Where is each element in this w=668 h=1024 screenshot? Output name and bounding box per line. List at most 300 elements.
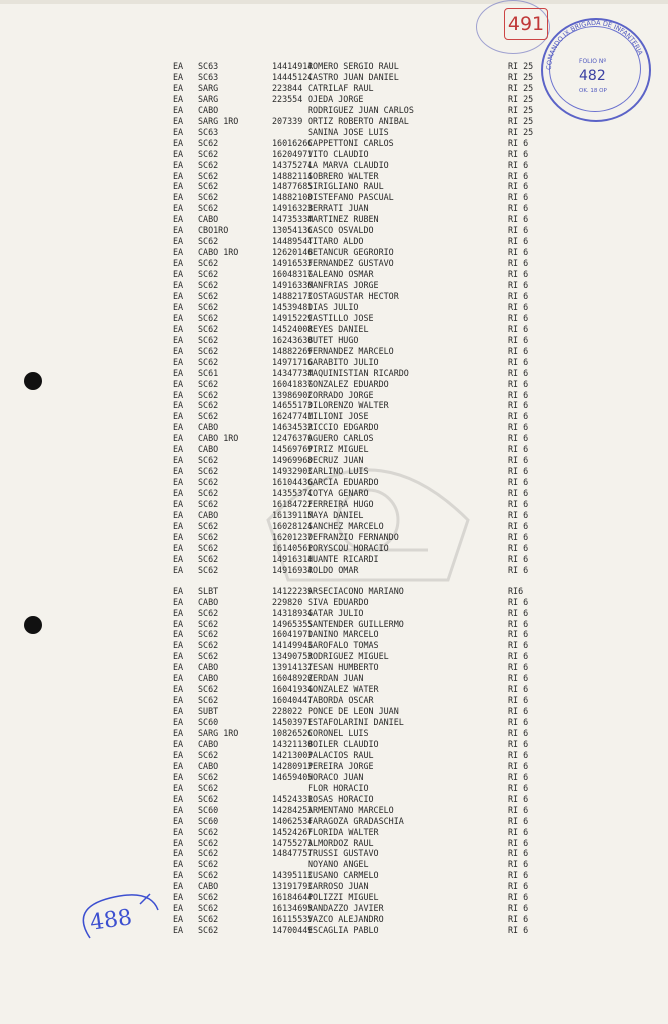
table-row — [0, 640, 668, 651]
id-number: 14965355 — [272, 618, 313, 629]
id-number: 14916323 — [272, 203, 313, 214]
regiment: RI 25 — [508, 82, 534, 93]
folio-date: OK. 18 OP — [579, 88, 607, 94]
regiment: RI 6 — [508, 826, 529, 837]
rank: SC62 — [198, 520, 219, 531]
table-row — [0, 444, 668, 455]
regiment: RI 25 — [508, 104, 534, 115]
regiment: RI 6 — [508, 477, 529, 488]
unit-type: EA — [173, 72, 184, 82]
rank: SC62 — [198, 411, 219, 422]
unit-type: EA — [173, 826, 184, 837]
rank: SARG 1RO — [198, 115, 239, 126]
id-number: 207339 — [272, 115, 303, 126]
unit-type: EA — [173, 499, 184, 509]
table-row — [0, 651, 668, 662]
folio-label: FOLIO Nº — [579, 58, 607, 65]
person-name: BUTET HUGO — [308, 334, 359, 345]
unit-type: EA — [173, 323, 184, 334]
table-row — [0, 94, 668, 105]
rank: SC62 — [198, 771, 219, 782]
regiment: RI 6 — [508, 345, 529, 356]
id-number: 16140561 — [272, 542, 313, 553]
rank: SC62 — [198, 870, 219, 881]
rank: SC62 — [198, 192, 219, 203]
regiment: RI 6 — [508, 782, 529, 793]
unit-type: EA — [173, 804, 184, 815]
table-row — [0, 280, 668, 291]
unit-type: EA — [173, 542, 184, 553]
id-number: 14569769 — [272, 444, 313, 455]
id-number: 14735334 — [272, 214, 313, 225]
id-number: 13191793 — [272, 881, 313, 892]
regiment: RI 6 — [508, 280, 529, 290]
regiment: RI 6 — [508, 378, 529, 389]
regiment: RI 25 — [508, 126, 534, 137]
paper-edge — [0, 0, 668, 4]
id-number: 14321130 — [272, 738, 313, 749]
regiment: RI 6 — [508, 444, 529, 455]
person-name: VITO CLAUDIO — [308, 148, 369, 159]
person-name: POLIZZI MIGUEL — [308, 892, 379, 903]
unit-type: EA — [173, 695, 184, 706]
unit-type: EA — [173, 706, 184, 717]
person-name: RICCIO EDGARDO — [308, 422, 379, 433]
unit-type: EA — [173, 881, 184, 892]
rank: SC62 — [198, 301, 219, 312]
table-row — [0, 149, 668, 160]
person-name: CAPPETTONI CARLOS — [308, 137, 394, 148]
regiment: RI 6 — [508, 925, 529, 936]
table-row — [0, 838, 668, 849]
table-row — [0, 225, 668, 236]
rank: SC62 — [198, 640, 219, 651]
person-name: MILIONI JOSE — [308, 411, 369, 422]
unit-type: EA — [173, 159, 184, 170]
person-name: CUSANO CARMELO — [308, 870, 379, 881]
table-row — [0, 816, 668, 827]
person-name: CORONEL LUIS — [308, 728, 369, 738]
unit-type: EA — [173, 82, 184, 93]
table-row — [0, 717, 668, 728]
id-number: 14916336 — [272, 280, 313, 290]
regiment: RI 6 — [508, 837, 529, 848]
rank: SC62 — [198, 280, 219, 290]
table-row — [0, 914, 668, 925]
regiment: RI 6 — [508, 433, 529, 444]
table-row — [0, 499, 668, 510]
unit-type: EA — [173, 520, 184, 531]
unit-type: EA — [173, 903, 184, 914]
regiment: RI6 — [508, 585, 524, 596]
id-number: 16115535 — [272, 914, 313, 925]
regiment: RI 25 — [508, 72, 534, 82]
table-row — [0, 488, 668, 499]
id-number: 228022 — [272, 706, 303, 717]
person-name: FERREIRA HUGO — [308, 499, 374, 509]
person-name: GONZALEZ WATER — [308, 684, 379, 695]
id-number: 16201237 — [272, 531, 313, 542]
regiment: RI 6 — [508, 771, 529, 782]
rank: SC62 — [198, 455, 219, 466]
unit-type: EA — [173, 126, 184, 137]
person-name: TABORDA OSCAR — [308, 695, 374, 706]
table-row — [0, 400, 668, 411]
person-name: HORACO JUAN — [308, 771, 364, 782]
regiment: RI 6 — [508, 738, 529, 749]
id-number: 14882108 — [272, 192, 313, 203]
unit-type: EA — [173, 280, 184, 290]
unit-type: EA — [173, 749, 184, 760]
regiment: RI 6 — [508, 848, 529, 859]
id-number: 14916314 — [272, 553, 313, 564]
rank: SC62 — [198, 837, 219, 848]
table-row — [0, 706, 668, 717]
person-name: DILORENZO WALTER — [308, 400, 389, 411]
handwritten-page-number-top: 491 — [504, 8, 548, 40]
id-number: 16016266 — [272, 137, 313, 148]
rank: CABO — [198, 596, 219, 607]
table-row — [0, 848, 668, 859]
regiment: RI 6 — [508, 564, 529, 575]
id-number: 14971716 — [272, 356, 313, 367]
id-number: 10826526 — [272, 728, 313, 738]
unit-type: EA — [173, 422, 184, 433]
table-row — [0, 783, 668, 794]
rank: SC62 — [198, 826, 219, 837]
person-name: HUANTE RICARDI — [308, 553, 379, 564]
id-number: 14539481 — [272, 301, 313, 312]
unit-type: EA — [173, 247, 184, 258]
regiment: RI 6 — [508, 367, 529, 378]
person-name: DECRUZ JUAN — [308, 455, 364, 466]
id-number: 14847757 — [272, 848, 313, 859]
rank: SC62 — [198, 170, 219, 181]
person-name: MARTINEZ RUBEN — [308, 214, 379, 225]
person-name: PALACIOS RAUL — [308, 749, 374, 760]
unit-type: EA — [173, 848, 184, 859]
regiment: RI 6 — [508, 334, 529, 345]
unit-type: EA — [173, 662, 184, 673]
rank: SARG — [198, 93, 219, 104]
person-name: DISTEFANO PASCUAL — [308, 192, 394, 203]
rank: CABO — [198, 214, 219, 225]
rank: SC62 — [198, 203, 219, 214]
regiment: RI 6 — [508, 640, 529, 651]
regiment: RI 25 — [508, 61, 534, 71]
unit-type: EA — [173, 859, 184, 870]
id-number: 14882173 — [272, 290, 313, 301]
person-name: TITARO ALDO — [308, 236, 364, 247]
table-row — [0, 455, 668, 466]
person-name: ROMERO SERGIO RAUL — [308, 61, 399, 71]
person-name: CARLINO LUIS — [308, 466, 369, 477]
unit-type: EA — [173, 137, 184, 148]
rank: SC62 — [198, 290, 219, 301]
rank: SC62 — [198, 553, 219, 564]
regiment: RI 25 — [508, 93, 534, 104]
person-name: CASCO OSVALDO — [308, 225, 374, 236]
table-row — [0, 181, 668, 192]
rank: SC62 — [198, 378, 219, 389]
id-number: 16104436 — [272, 477, 313, 488]
table-row — [0, 881, 668, 892]
rank: SC61 — [198, 367, 219, 378]
table-row — [0, 554, 668, 565]
person-name: CASTILLO JOSE — [308, 312, 374, 323]
rank: SC62 — [198, 629, 219, 640]
rank: CABO — [198, 662, 219, 673]
person-name: SIRIGLIANO RAUL — [308, 181, 384, 192]
rank: SC62 — [198, 137, 219, 148]
person-name: OJEDA JORGE — [308, 93, 364, 104]
regiment: RI 6 — [508, 137, 529, 148]
person-name: TESAN HUMBERTO — [308, 662, 379, 673]
table-row — [0, 761, 668, 772]
unit-type: EA — [173, 170, 184, 181]
unit-type: EA — [173, 192, 184, 203]
rank: SC62 — [198, 389, 219, 400]
table-row — [0, 214, 668, 225]
regiment: RI 6 — [508, 411, 529, 422]
rank: SC62 — [198, 542, 219, 553]
regiment: RI 6 — [508, 531, 529, 542]
unit-type: EA — [173, 738, 184, 749]
person-name: ARMENTANO MARCELO — [308, 804, 394, 815]
regiment: RI 6 — [508, 455, 529, 466]
table-row — [0, 565, 668, 576]
rank: SC62 — [198, 269, 219, 279]
unit-type: EA — [173, 564, 184, 575]
person-name: GATAR JULIO — [308, 607, 364, 618]
person-name: SIVA EDUARDO — [308, 596, 369, 607]
person-name: MAYA DANIEL — [308, 509, 364, 520]
rank: SC62 — [198, 400, 219, 411]
person-name: SANINA JOSE LUIS — [308, 126, 389, 137]
table-row — [0, 662, 668, 673]
table-row — [0, 608, 668, 619]
table-row — [0, 171, 668, 182]
unit-type: EA — [173, 673, 184, 684]
id-number: 16243630 — [272, 334, 313, 345]
table-row — [0, 433, 668, 444]
regiment: RI 6 — [508, 323, 529, 334]
person-name: ESTAFOLARINI DANIEL — [308, 717, 404, 727]
id-number: 14655173 — [272, 400, 313, 411]
regiment: RI 6 — [508, 629, 529, 640]
rank: CABO — [198, 673, 219, 684]
regiment: RI 6 — [508, 662, 529, 673]
rank: SC60 — [198, 804, 219, 815]
handwritten-page-number-bottom: 488 — [88, 905, 134, 936]
person-name: FLORIDA WALTER — [308, 826, 379, 837]
rank: CABO — [198, 509, 219, 520]
regiment: RI 6 — [508, 749, 529, 760]
regiment: RI 6 — [508, 159, 529, 170]
rank: SC62 — [198, 488, 219, 498]
table-row — [0, 466, 668, 477]
person-name: ROLDO OMAR — [308, 564, 359, 575]
id-number: 14213003 — [272, 749, 313, 760]
regiment: RI 6 — [508, 607, 529, 618]
person-name: MANFRIAS JORGE — [308, 280, 379, 290]
table-row — [0, 619, 668, 630]
id-number: 13490753 — [272, 651, 313, 662]
regiment: RI 6 — [508, 903, 529, 914]
id-number: 14062534 — [272, 815, 313, 826]
rank: SC62 — [198, 695, 219, 706]
table-row — [0, 521, 668, 532]
unit-type: EA — [173, 477, 184, 488]
id-number: 223554 — [272, 93, 303, 104]
unit-type: EA — [173, 433, 184, 444]
regiment: RI 6 — [508, 520, 529, 531]
table-row — [0, 750, 668, 761]
person-name: CARROSO JUAN — [308, 881, 369, 892]
person-name: REYES DANIEL — [308, 323, 369, 334]
regiment: RI 6 — [508, 356, 529, 367]
unit-type: EA — [173, 717, 184, 727]
person-name: PIRIZ MIGUEL — [308, 444, 369, 455]
id-number: 16139115 — [272, 509, 313, 520]
unit-type: EA — [173, 203, 184, 214]
unit-type: EA — [173, 760, 184, 771]
person-name: ARSECIACONO MARIANO — [308, 585, 404, 596]
rank: SC62 — [198, 925, 219, 936]
unit-type: EA — [173, 651, 184, 662]
table-row — [0, 859, 668, 870]
person-name: TRUSSI GUSTAVO — [308, 848, 379, 859]
id-number: 14280913 — [272, 760, 313, 771]
id-number: 12476370 — [272, 433, 313, 444]
table-row — [0, 805, 668, 816]
unit-type: EA — [173, 607, 184, 618]
table-row — [0, 269, 668, 280]
regiment: RI 6 — [508, 225, 529, 236]
folio-stamp-brigade: COMANDO IX BRIGADA DE INFANTERIA — [544, 18, 645, 71]
rank: SC62 — [198, 181, 219, 192]
rank: SC63 — [198, 126, 219, 137]
unit-type: EA — [173, 378, 184, 389]
table-row — [0, 728, 668, 739]
person-name: SANTENDER GUILLERMO — [308, 618, 404, 629]
unit-type: EA — [173, 400, 184, 411]
person-name: BERRATI JUAN — [308, 203, 369, 214]
unit-type: EA — [173, 585, 184, 596]
regiment: RI 6 — [508, 684, 529, 695]
table-row — [0, 903, 668, 914]
regiment: RI 6 — [508, 214, 529, 225]
id-number: 14969968 — [272, 455, 313, 466]
id-number: 14524267 — [272, 826, 313, 837]
table-row — [0, 827, 668, 838]
regiment: RI 6 — [508, 914, 529, 925]
id-number: 14916934 — [272, 564, 313, 575]
regiment: RI 6 — [508, 499, 529, 509]
table-row — [0, 61, 668, 72]
unit-type: EA — [173, 258, 184, 269]
rank: CABO — [198, 422, 219, 433]
person-name: SANCHEZ MARCELO — [308, 520, 384, 531]
rank: SC62 — [198, 159, 219, 170]
regiment: RI 6 — [508, 466, 529, 477]
unit-type: EA — [173, 411, 184, 422]
unit-type: EA — [173, 301, 184, 312]
table-row — [0, 357, 668, 368]
person-name: DIAS JULIO — [308, 301, 359, 312]
unit-type: EA — [173, 93, 184, 104]
unit-type: EA — [173, 488, 184, 498]
table-row — [0, 925, 668, 936]
id-number: 14503971 — [272, 717, 313, 727]
person-name: AGUERO CARLOS — [308, 433, 374, 444]
person-name: GONZALEZ EDUARDO — [308, 378, 389, 389]
id-number: 16028124 — [272, 520, 313, 531]
unit-type: EA — [173, 892, 184, 903]
unit-type: EA — [173, 728, 184, 738]
table-row — [0, 368, 668, 379]
table-row — [0, 477, 668, 488]
table-row — [0, 346, 668, 357]
person-name: ZERDAN JUAN — [308, 673, 364, 684]
id-number: 14877685 — [272, 181, 313, 192]
table-row — [0, 105, 668, 116]
person-name: ALMORDOZ RAUL — [308, 837, 374, 848]
id-number: 14882269 — [272, 345, 313, 356]
regiment: RI 6 — [508, 247, 529, 258]
table-row — [0, 510, 668, 521]
id-number: 229820 — [272, 596, 303, 607]
regiment: RI 6 — [508, 673, 529, 684]
unit-type: EA — [173, 793, 184, 804]
id-number: 14284253 — [272, 804, 313, 815]
table-row — [0, 291, 668, 302]
id-number: 13914132 — [272, 662, 313, 673]
id-number: 16134695 — [272, 903, 313, 914]
table-row — [0, 324, 668, 335]
person-name: VAZCO ALEJANDRO — [308, 914, 384, 925]
person-name: BOILER CLAUDIO — [308, 738, 379, 749]
table-row — [0, 258, 668, 269]
id-number: 14524331 — [272, 793, 313, 804]
unit-type: EA — [173, 914, 184, 925]
rank: SC62 — [198, 618, 219, 629]
rank: SC62 — [198, 892, 219, 903]
unit-type: EA — [173, 837, 184, 848]
rank: CABO — [198, 760, 219, 771]
id-number: 16048920 — [272, 673, 313, 684]
unit-type: EA — [173, 389, 184, 400]
unit-type: EA — [173, 290, 184, 301]
rank: SC62 — [198, 848, 219, 859]
id-number: 14122239 — [272, 585, 313, 596]
unit-type: EA — [173, 181, 184, 192]
regiment: RI 6 — [508, 181, 529, 192]
rank: SC62 — [198, 607, 219, 618]
table-row — [0, 83, 668, 94]
person-name: RODRIGUEZ MIGUEL — [308, 651, 389, 662]
unit-type: EA — [173, 684, 184, 695]
unit-type: EA — [173, 61, 184, 71]
person-name: CASTRO JUAN DANIEL — [308, 72, 399, 82]
regiment: RI 6 — [508, 793, 529, 804]
regiment: RI 6 — [508, 290, 529, 301]
person-name: FERNANDEZ GUSTAVO — [308, 258, 394, 269]
regiment: RI 6 — [508, 422, 529, 433]
regiment: RI 6 — [508, 651, 529, 662]
id-number: 223844 — [272, 82, 303, 93]
unit-type: EA — [173, 367, 184, 378]
